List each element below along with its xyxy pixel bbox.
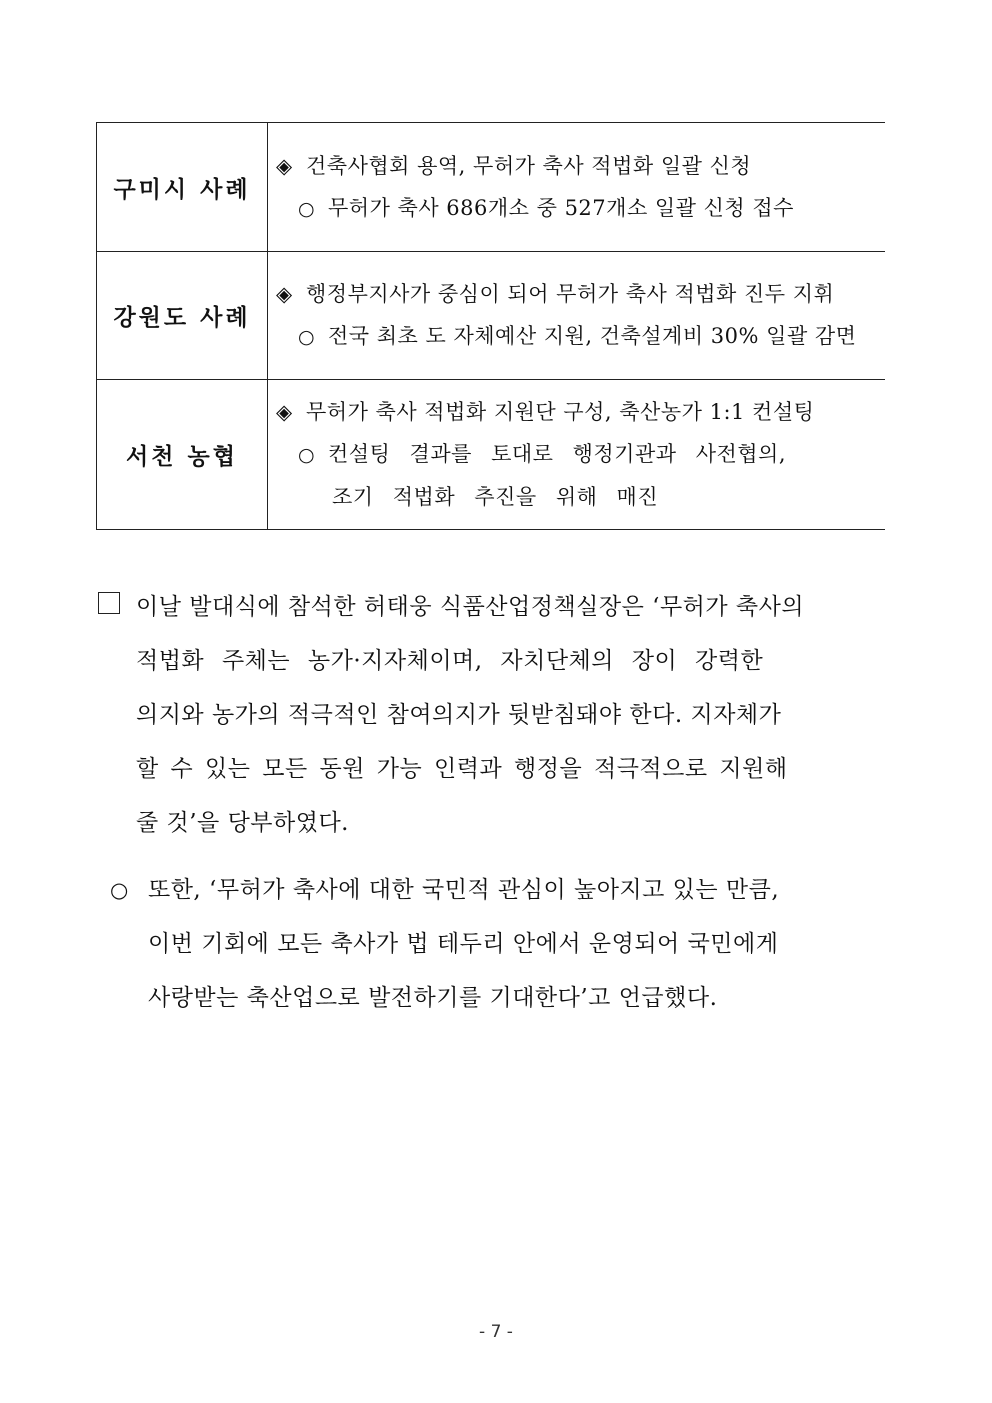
paragraph-text: 사랑받는 축산업으로 발전하기를 기대한다’고 언급했다. [148, 985, 718, 1011]
case-sub-line [276, 187, 885, 230]
case-table [96, 122, 885, 530]
case-main-text: 무허가 축사 적법화 지원단 구성, 축산농가 1:1 컨설팅 [306, 400, 815, 424]
case-content [268, 123, 886, 252]
paragraph-line [96, 688, 896, 742]
paragraph-line [96, 742, 896, 796]
circle-bullet-icon: ○ [298, 197, 316, 220]
paragraph-line [96, 796, 896, 850]
square-bullet-icon [98, 592, 120, 614]
paragraph-line [108, 971, 908, 1025]
paragraph-text: 줄 것’을 당부하였다. [136, 810, 349, 836]
case-sub-text: 컨설팅 결과를 토대로 행정기관과 사전협의, [328, 442, 787, 466]
case-row [97, 252, 886, 380]
case-content [268, 380, 886, 530]
circle-bullet-icon: ○ [110, 878, 129, 902]
diamond-bullet-icon: ◈ [276, 153, 293, 178]
paragraph-line [108, 863, 908, 917]
diamond-bullet-icon: ◈ [276, 282, 293, 306]
paragraph-main [96, 580, 896, 850]
case-main-line [276, 391, 885, 433]
case-sub-text: 무허가 축사 686개소 중 527개소 일괄 신청 접수 [328, 195, 794, 220]
paragraph-text: 이날 발대식에 참석한 허태웅 식품산업정책실장은 ‘무허가 축사의 [136, 594, 805, 620]
paragraph-text: 할 수 있는 모든 동원 가능 인력과 행정을 적극적으로 지원해 [136, 756, 788, 782]
case-main-line [276, 145, 885, 187]
case-row [97, 380, 886, 530]
case-label: 강원도 사례 [97, 252, 268, 380]
paragraph-text: 이번 기회에 모든 축사가 법 테두리 안에서 운영되어 국민에게 [148, 931, 779, 957]
case-sub-line-continued [276, 476, 885, 518]
case-sub-line [276, 315, 885, 358]
paragraph-sub [108, 863, 908, 1025]
circle-bullet-icon: ○ [298, 444, 316, 466]
case-content [268, 252, 886, 380]
paragraph-text: 의지와 농가의 적극적인 참여의지가 뒷받침돼야 한다. 지자체가 [136, 702, 782, 728]
case-label: 서천 농협 [97, 380, 268, 530]
case-sub-text: 조기 적법화 추진을 위해 매진 [332, 485, 659, 509]
case-sub-line [276, 433, 885, 476]
case-main-text: 건축사협회 용역, 무허가 축사 적법화 일괄 신청 [306, 153, 752, 178]
paragraph-text: 또한, ‘무허가 축사에 대한 국민적 관심이 높아지고 있는 만큼, [148, 877, 780, 903]
paragraph-line [108, 917, 908, 971]
paragraph-line [96, 580, 896, 634]
page-number: - 7 - [479, 1322, 513, 1342]
paragraph-line [96, 634, 896, 688]
case-main-line [276, 273, 885, 315]
diamond-bullet-icon: ◈ [276, 400, 293, 424]
case-label: 구미시 사례 [97, 123, 268, 252]
case-row [97, 123, 886, 252]
circle-bullet-icon: ○ [298, 326, 316, 348]
case-sub-text: 전국 최초 도 자체예산 지원, 건축설계비 30% 일괄 감면 [328, 324, 857, 348]
paragraph-text: 적법화 주체는 농가·지자체이며, 자치단체의 장이 강력한 [136, 648, 764, 674]
case-main-text: 행정부지사가 중심이 되어 무허가 축사 적법화 진두 지휘 [306, 282, 835, 306]
